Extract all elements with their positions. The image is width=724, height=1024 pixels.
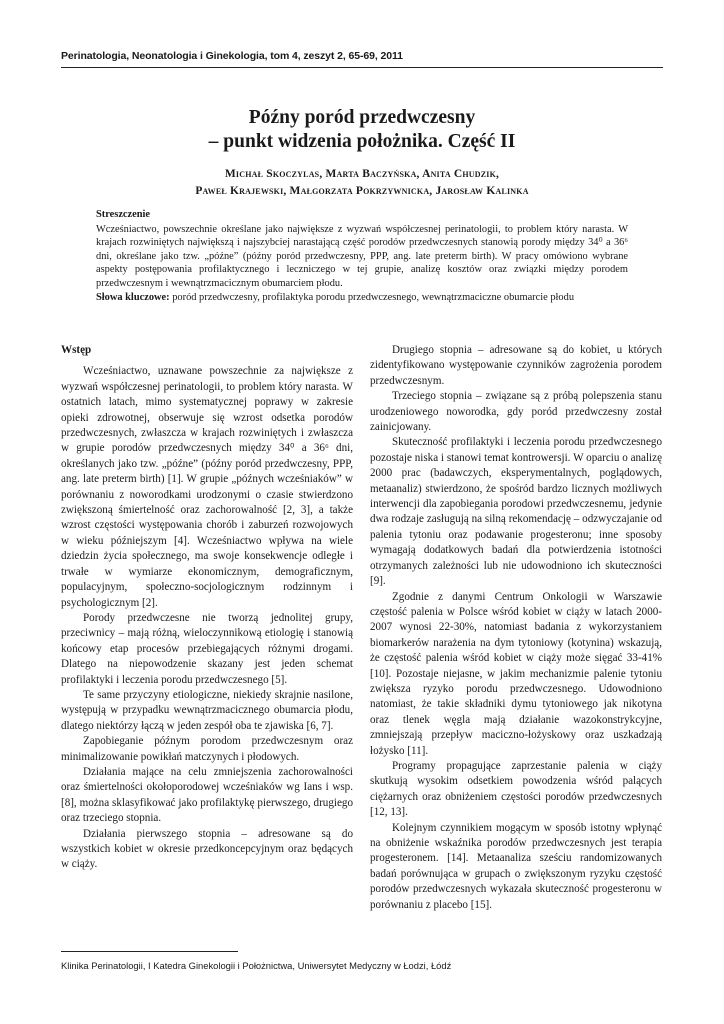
left-column bbox=[61, 343, 353, 873]
paragraph: Działania pierwszego stopnia – adresowane są do wszystkich kobiet w okresie przedkoncepcyjnym oraz będących w ciąży. bbox=[61, 827, 353, 871]
paragraph: Wcześniactwo, uznawane powszechnie za największe z wyzwań współczesnej perinatologii, to problem który narasta. W ostatnich latach, mimo systematycznej poprawy w zakresie opieki zdrowotnej, obserwuje się wzrost odsetka porodów przedwczesnych, zwłaszcza w krajach rozwiniętych i zwłaszcza w grupie porodów przedwczesnych między 34⁰ a 36⁶ dni, określanych jako tzw. „późne” (późny poród przedwczesny, PPP, ang. late preterm birth) [1]. W grupie „późnych wcześniaków” w porównaniu z noworodkami urodzonymi o czasie stwierdzono zwiększoną śmiertelność oraz zachorowalność [2, 3], a także wzrost częstości występowania chorób i zaburzeń rozwojowych w wieku późniejszym [4]. Wcześniactwo wpływa na wiele dziedzin życia społecznego, ma swoje konsekwencje odległe i trwałe w wymiarze ekonomicznym, demograficznym, populacyjnym, społeczno-socjologicznym rodzinnym i psychologicznym [2]. bbox=[61, 365, 353, 609]
affiliation-footnote: Klinika Perinatologii, I Katedra Ginekologii i Położnictwa, Uniwersytet Medyczny w Łodzi, Łódź bbox=[61, 960, 452, 971]
paragraph: Trzeciego stopnia – związane są z próbą polepszenia stanu urodzeniowego noworodka, gdy poród przedwczesny został zainicjowany. bbox=[370, 390, 662, 434]
author-list bbox=[61, 166, 663, 200]
authors-line-1: Michał Skoczylas, Marta Baczyńska, Anita Chudzik, bbox=[224, 168, 500, 180]
paragraph: Te same przyczyny etiologiczne, niekiedy skrajnie nasilone, występują w przypadku wewnątrzmacicznego obumarcia płodu, dlatego niektórzy łączą w jeden zespół oba te zjawiska [6, 7]. bbox=[61, 688, 353, 732]
paragraph: Działania mające na celu zmniejszenia zachorowalności oraz śmiertelności okołoporodowej wcześniaków wg Ians i wsp. [8], można sklasyfikować jako profilaktykę pierwszego, drugiego oraz trzeciego stopnia. bbox=[61, 765, 353, 825]
title-line-1: Późny poród przedwczesny bbox=[248, 107, 476, 128]
header-rule bbox=[61, 67, 663, 68]
title-line-2: – punkt widzenia położnika. Część II bbox=[208, 131, 516, 152]
journal-header: Perinatologia, Neonatologia i Ginekologia, tom 4, zeszyt 2, 65-69, 2011 bbox=[61, 50, 403, 62]
article-title bbox=[61, 106, 663, 154]
abstract-text: Wcześniactwo, powszechnie określane jako największe z wyzwań współczesnej perinatologii, to problem który narasta. W krajach rozwiniętych największą i najszybciej narastającą część porodów przedwczesnych stanowią porody między 34⁰ a 36⁶ dni, określane jako tzw. „późne” (późny poród przedwczesny, PPP, ang. late preterm birth). W pracy omówiono wybrane aspekty postępowania profilaktycznego i leczniczego w tej grupie, analizę kosztów oraz związki między porodem przedwczesnym i wewnątrzmacicznym obumarciem płodu. bbox=[96, 223, 628, 289]
abstract bbox=[96, 208, 628, 304]
footnote-rule bbox=[61, 951, 238, 952]
paragraph: Porody przedwczesne nie tworzą jednolitej grupy, przeciwnicy – mają różną, wieloczynnikową etiologię i stanowią końcowy etap procesów przebiegających różnymi drogami. Dlatego na niepowodzenie skazany jest jeden schemat profilaktyki i leczenia porodu przedwczesnego [5]. bbox=[61, 611, 353, 686]
keywords bbox=[96, 291, 628, 305]
keywords-label: Słowa kluczowe: bbox=[96, 291, 170, 303]
keywords-text: poród przedwczesny, profilaktyka porodu przedwczesnego, wewnątrzmaciczne obumarcie płodu bbox=[172, 291, 575, 303]
section-title: Wstęp bbox=[61, 344, 92, 356]
paragraph: Zgodnie z danymi Centrum Onkologii w Warszawie częstość palenia w Polsce wśród kobiet w ciąży w latach 2000-2007 wynosi 22-30%, natomiast badania z wykorzystaniem biomarkerów narażenia na dym tytoniowy (kotynina) wskazują, że częstość palenia wśród kobiet w ciąży może sięgać 33-41% [10]. Pozostaje niejasne, w jakim mechanizmie palenie tytoniu zwiększa ryzyko porodu przedwczesnego. Udowodniono natomiast, że takie składniki dymu tytoniowego jak nikotyna oraz tlenek węgla mają działanie wazokonstrykcyjne, zmniejszają przepływ maciczno-łożyskowy oraz uszkadzają łożysko [11]. bbox=[370, 590, 662, 757]
abstract-heading: Streszczenie bbox=[96, 209, 151, 220]
paragraph: Skuteczność profilaktyki i leczenia porodu przedwczesnego pozostaje niska i stanowi temat kontrowersji. W oparciu o analizę 2000 prac (badawczych, eksperymentalnych, poglądowych, metaanaliz) stwierdzono, że spośród bardzo licznych możliwych interwencji dla zapobiegania porodowi przedwczesnemu, jedynie dwa rodzaje zasługują na silną rekomendację – odzwyczajanie od palenia tytoniu oraz podawanie progesteronu; inne sposoby wymagają dodatkowych badań dla potwierdzenia istotności otrzymanych zależności lub nie udowodniono ich skuteczności [9]. bbox=[370, 436, 662, 588]
paragraph: Zapobieganie późnym porodom przedwczesnym oraz minimalizowanie powikłań matczynych i płodowych. bbox=[61, 735, 353, 763]
paragraph: Drugiego stopnia – adresowane są do kobiet, u których zidentyfikowano występowanie czynników zagrożenia porodem przedwczesnym. bbox=[370, 344, 662, 387]
paragraph: Programy propagujące zaprzestanie palenia w ciąży skutkują wysokim odsetkiem powodzenia wśród palących ciężarnych oraz obniżeniem częstości porodów przedwczesnych [12, 13]. bbox=[370, 759, 662, 819]
paragraph: Kolejnym czynnikiem mogącym w sposób istotny wpłynąć na obniżenie wskaźnika porodów przedwczesnych jest terapia progesteronem. [14]. Metaanaliza sześciu randomizowanych badań porównująca w grupach o zwiększonym ryzyku częstość porodów przedwczesnych wykazała skuteczność progesteronu w porównaniu z placebo [15]. bbox=[370, 821, 662, 911]
right-column bbox=[370, 343, 662, 913]
authors-line-2: Paweł Krajewski, Małgorzata Pokrzywnicka, Jarosław Kalinka bbox=[195, 185, 529, 197]
